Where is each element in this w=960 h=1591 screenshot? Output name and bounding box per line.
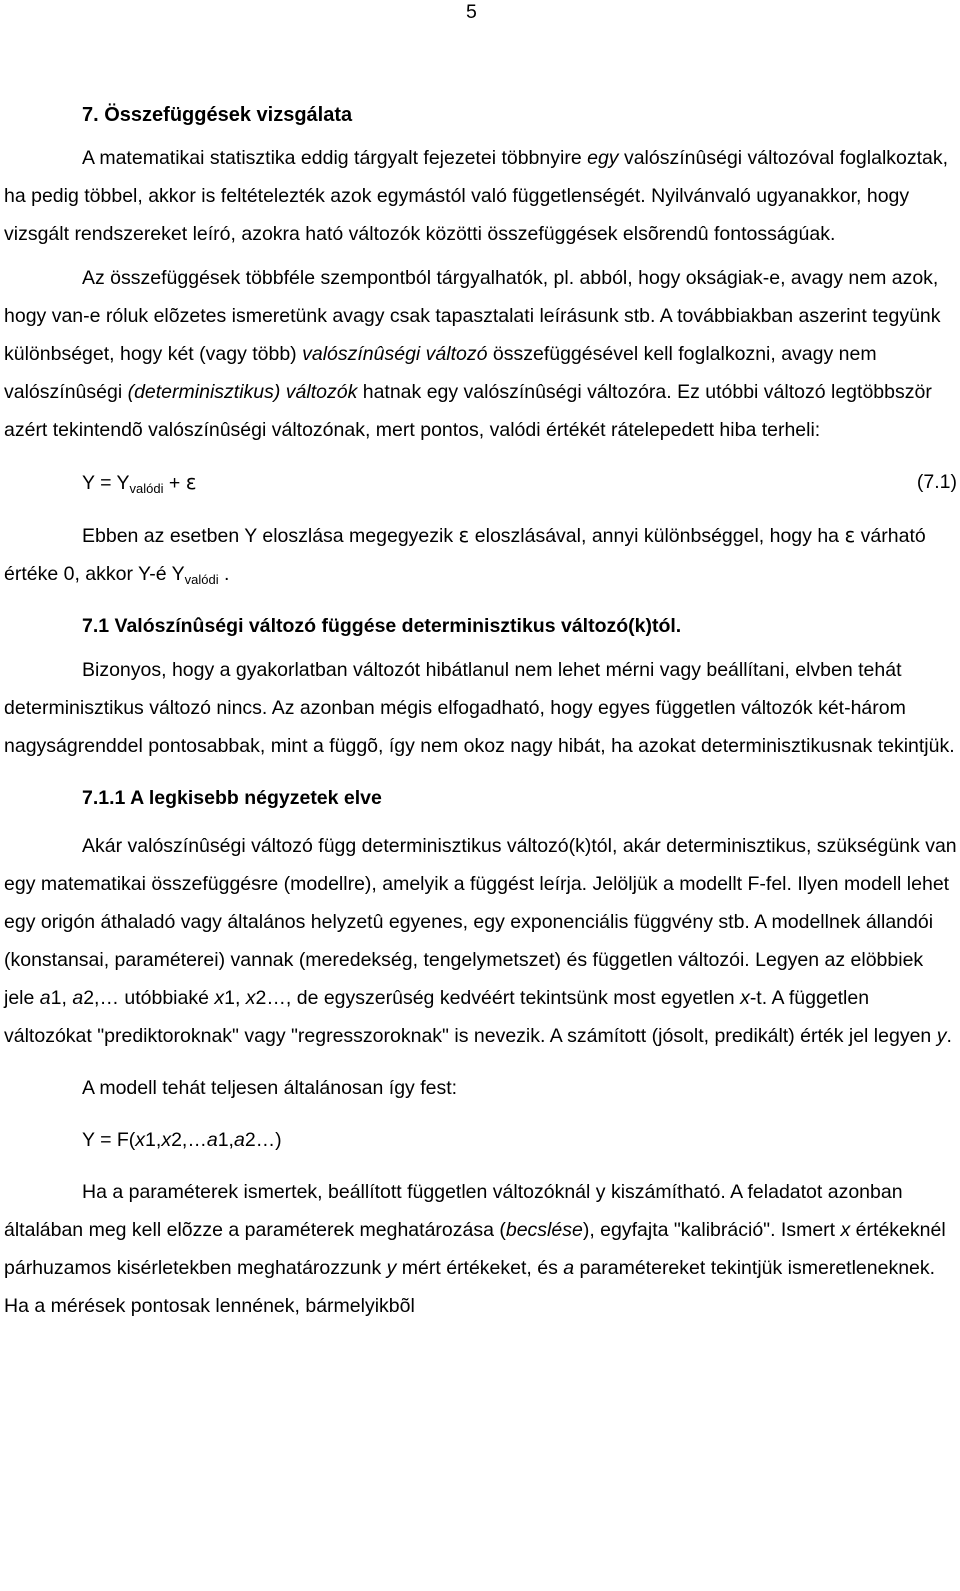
- paragraph-intro: A matematikai statisztika eddig tárgyalt fejezetei többnyire egy valószínûségi változóval foglalkoztak, ha pedig többel, akkor is feltételezték azok egymástól való függetlenségét. Nyilvánvaló ugyanakkor, hogy vizsgált rendszereket leíró, azokra ható változók közötti összefüggések elsõrendû fontosságúak.: [4, 147, 949, 245]
- emphasis-random-variable: valószínûségi változó: [302, 343, 488, 365]
- emphasis-egy: egy: [587, 147, 619, 169]
- paragraph-calibration: Ha a paraméterek ismertek, beállított független változóknál y kiszámítható. A feladatot azonban általában meg kell elõzze a paraméterek meghatározása (becslése), egyfajta "kalibráció". Ismert x értékeknél párhuzamos kisérletekben meghatározzunk y mért értékeket, és a paramétereket tekintjük ismeretleneknek. Ha a mérések pontosak lennének, bármelyikbõl: [4, 1181, 946, 1317]
- epsilon-symbol: ε: [185, 470, 197, 494]
- paragraph-model-general: A modell tehát teljesen általánosan így fest:: [82, 1077, 458, 1099]
- paragraph-relations: Az összefüggések többféle szempontból tárgyalhatók, pl. abból, hogy okságiak-e, avagy nem azok, hogy van-e róluk elõzetes ismeretünk avagy csak tapasztalati leírásunk stb. A továbbiakban aszerint tegyünk különbséget, hogy két (vagy több) valószínûségi változó összefüggésével kell foglalkozni, avagy nem valószínûségi (determinisztikus) változók hatnak egy valószínûségi változóra. Ez utóbbi változó legtöbbször azért tekintendõ valószínûségi változónak, mert pontos, valódi értékét rátelepedett hiba terheli:: [4, 267, 941, 441]
- section-title-7-1: 7.1 Valószínûségi változó függése determinisztikus változó(k)tól.: [82, 615, 682, 637]
- document-body: [4, 96, 957, 1325]
- section-title-7-1-1: 7.1.1 A legkisebb négyzetek elve: [82, 787, 382, 809]
- equation-number: (7.1): [916, 471, 957, 493]
- formula-model: Y = F(x1,x2,…a1,a2…): [82, 1129, 282, 1151]
- chapter-title: 7. Összefüggések vizsgálata: [82, 104, 353, 126]
- paragraph-model: Akár valószínûségi változó függ determinisztikus változó(k)tól, akár determinisztikus, szükségünk van egy matematikai összefüggésre (modellre), amelyik a függést leírja. Jelöljük a modellt F-fel. Ilyen modell lehet egy origón áthaladó vagy általános helyzetû egyenes, egy exponenciális függvény stb. A modellnek állandói (konstansai, paraméterei) vannak (meredekség, tengelymetszet) és független változói. Legyen az elöbbiek jele a1, a2,… utóbbiaké x1, x2…, de egyszerûség kedvéért tekintsünk most egyetlen x-t. A független változókat "prediktoroknak" vagy "regresszoroknak" is nevezik. A számított (jósolt, predikált) érték jel legyen y.: [4, 835, 957, 1047]
- paragraph-deterministic: Bizonyos, hogy a gyakorlatban változót hibátlanul nem lehet mérni vagy beállítani, elvben tehát determinisztikus változó nincs. Az azonban mégis elfogadható, hogy egyes független változók két-három nagyságrenddel pontosabbak, mint a függõ, így nem okoz nagy hibát, ha azokat determinisztikusnak tekintjük.: [4, 659, 955, 757]
- page-number: 5: [466, 1, 477, 23]
- formula-7-1: $Y = Y_{valódi} + \varepsilon$ (7.1): [82, 463, 957, 502]
- paragraph-distribution: Ebben az esetben Y eloszlása megegyezik ε eloszlásával, annyi különbséggel, hogy ha ε várható értéke 0, akkor Y-é $Y_{valódi}$ .: [4, 523, 926, 587]
- emphasis-deterministic: (determinisztikus) változók: [127, 381, 358, 403]
